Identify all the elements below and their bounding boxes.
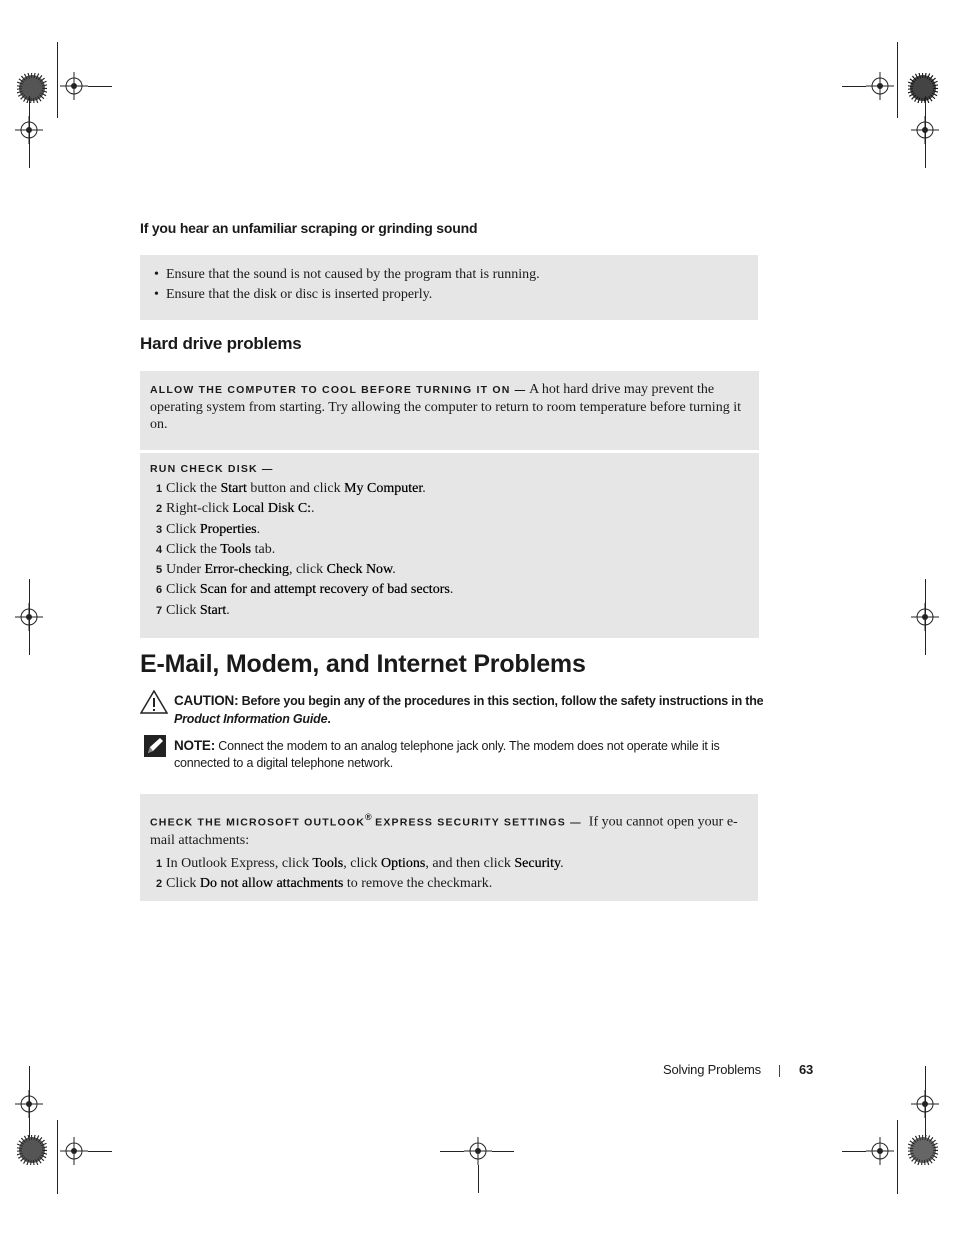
outlook-steps (150, 854, 748, 895)
step-number: 6 (156, 584, 163, 597)
step-text: Right-click (166, 501, 233, 517)
step-text: , click (288, 562, 327, 578)
step-number: 2 (156, 503, 163, 516)
crosshair-icon (464, 1137, 492, 1165)
step-item (150, 499, 749, 519)
step-text: Click the (166, 481, 221, 496)
cool-text: A hot hard drive may prevent the operating system from starting. Try allowing the computer to return to room temperature before turning it on. (150, 382, 741, 432)
step-item (150, 540, 749, 560)
step-ui-term: Start (199, 602, 227, 618)
step-ui-term: Tools (220, 541, 252, 557)
list-item: • Ensure that the disk or disc is inserted properly. (154, 285, 758, 305)
outlook-box (140, 794, 758, 901)
step-number: 1 (156, 857, 163, 870)
scraping-box (140, 255, 758, 320)
step-text: . (392, 562, 396, 578)
check-disk-title: RUN CHECK DISK — (150, 463, 274, 475)
warning-triangle-icon (140, 690, 168, 714)
step-ui-term: Start (220, 481, 247, 496)
step-number: 1 (156, 483, 163, 495)
footer-section: Solving Problems (663, 1062, 761, 1077)
caution-text: Before you begin any of the procedures in this section, follow the safety instructions in the (241, 694, 764, 708)
cool-box (140, 371, 759, 450)
outlook-text: If you cannot open your e-mail attachments: (150, 814, 738, 848)
step-ui-term: Security (514, 855, 561, 871)
outlook-title-a: CHECK THE MICROSOFT OUTLOOK (150, 816, 365, 829)
step-item (150, 854, 748, 874)
step-text: button and click (246, 481, 345, 496)
outlook-title-b: EXPRESS SECURITY SETTINGS — (375, 816, 582, 829)
hard-drive-heading: Hard drive problems (140, 334, 302, 353)
step-text: Click (166, 582, 200, 598)
registration-mark-icon (17, 73, 47, 103)
step-item (150, 874, 748, 894)
step-number: 3 (156, 523, 163, 536)
pencil-note-icon (144, 735, 166, 757)
step-item (150, 580, 749, 600)
step-ui-term: Properties (199, 521, 257, 537)
cool-title: ALLOW THE COMPUTER TO COOL BEFORE TURNING IT ON — (150, 384, 527, 396)
caution-doc: Product Information Guide (174, 712, 328, 726)
crosshair-icon (866, 72, 894, 100)
step-text: . (311, 501, 315, 517)
step-number: 4 (156, 543, 163, 556)
registration-mark-icon (17, 1135, 47, 1165)
step-item (150, 520, 749, 540)
step-item (150, 560, 749, 580)
scraping-heading: If you hear an unfamiliar scraping or grinding sound (140, 220, 478, 236)
step-item (150, 601, 749, 621)
step-ui-term: Do not allow attachments (199, 875, 344, 891)
step-ui-term: Error-checking (204, 562, 289, 578)
caution-label: CAUTION: (174, 693, 239, 708)
step-text: Under (166, 562, 205, 578)
step-ui-term: Local Disk C: (232, 501, 312, 517)
step-text: to remove the checkmark. (343, 875, 493, 891)
note-label: NOTE: (174, 738, 215, 753)
step-ui-term: Check Now (326, 562, 393, 578)
check-disk-box (140, 453, 759, 638)
crosshair-icon (60, 1137, 88, 1165)
step-text: . (422, 481, 426, 496)
registration-mark-icon (908, 73, 938, 103)
step-number: 2 (156, 877, 163, 890)
step-text: In Outlook Express, click (166, 855, 313, 871)
step-text: . (256, 521, 261, 537)
step-number: 7 (156, 604, 163, 617)
registration-mark-icon (908, 1135, 938, 1165)
step-text: . (226, 602, 230, 618)
step-ui-term: Options (380, 855, 426, 871)
step-text: Click (166, 602, 200, 618)
footer-divider (779, 1065, 780, 1077)
step-ui-term: Tools (312, 855, 344, 871)
step-text: Click the (166, 541, 221, 557)
page-title: E-Mail, Modem, and Internet Problems (140, 650, 586, 678)
step-number: 5 (156, 564, 163, 577)
crosshair-icon (866, 1137, 894, 1165)
step-text: . (449, 582, 454, 598)
step-text: . (560, 855, 564, 871)
step-text: tab. (251, 541, 276, 557)
page-number: 63 (799, 1062, 814, 1077)
step-ui-term: My Computer (344, 481, 423, 496)
check-disk-steps (150, 479, 749, 621)
step-ui-term: Scan for and attempt recovery of bad sectors (199, 582, 450, 598)
step-text: Click (166, 521, 200, 537)
list-item: • Ensure that the sound is not caused by the program that is running. (154, 265, 758, 285)
step-text: Click (166, 875, 200, 891)
registered-mark: ® (364, 812, 372, 822)
step-text: , and then click (425, 855, 515, 871)
step-item (150, 479, 749, 499)
note-text: Connect the modem to an analog telephone jack only. The modem does not operate while it is connected to a digital telephone network. (174, 739, 720, 770)
step-text: , click (343, 855, 381, 871)
crosshair-icon (60, 72, 88, 100)
